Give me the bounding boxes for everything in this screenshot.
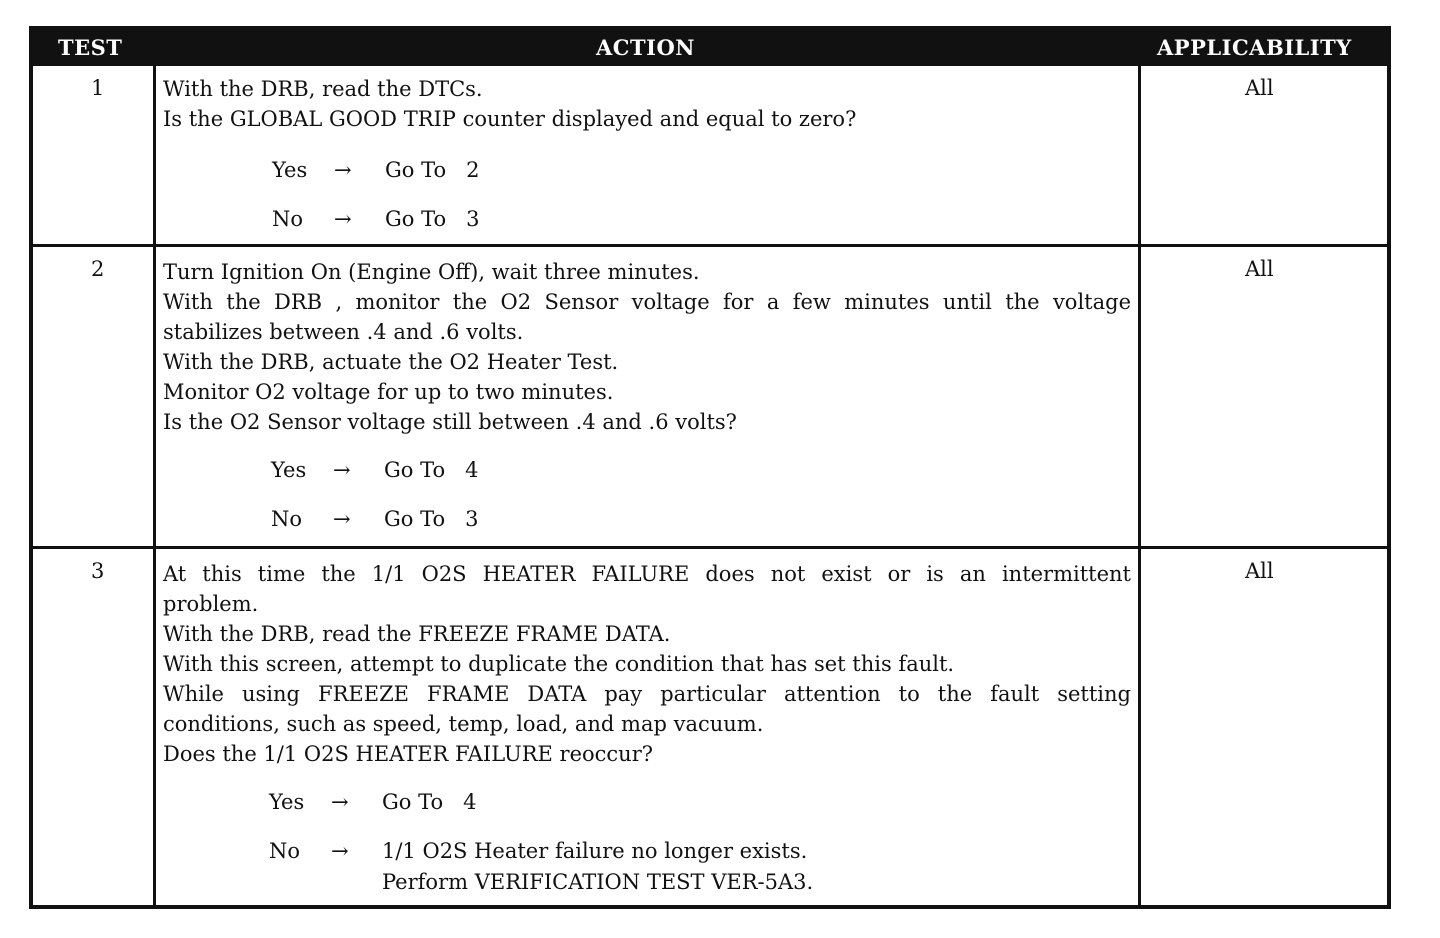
action-line: Turn Ignition On (Engine Off), wait three minutes.: [163, 260, 700, 284]
action-text: [163, 257, 1131, 437]
right-arrow-icon: →: [331, 790, 349, 814]
right-arrow-icon: →: [333, 458, 351, 482]
no-label: No: [272, 207, 304, 231]
right-arrow-icon: →: [334, 207, 352, 231]
applicability-value: All: [1245, 76, 1274, 100]
action-line: With the DRB , monitor the O2 Sensor voltage for a few minutes until the voltage: [163, 290, 1131, 314]
table-row-test-3: [33, 549, 1387, 905]
action-text: [163, 74, 1131, 134]
table-row-test-1: [33, 66, 1387, 247]
action-line: With this screen, attempt to duplicate the condition that has set this fault.: [163, 652, 955, 676]
no-action: Go To 3: [384, 507, 479, 531]
right-arrow-icon: →: [331, 839, 349, 863]
action-line: Is the O2 Sensor voltage still between .4 and .6 volts?: [163, 410, 737, 434]
no-action: 1/1 O2S Heater failure no longer exists.: [382, 839, 808, 863]
action-line: With the DRB, actuate the O2 Heater Test.: [163, 350, 619, 374]
yes-label: Yes: [272, 158, 308, 182]
yes-label: Yes: [269, 790, 305, 814]
header-test: TEST: [58, 35, 123, 60]
test-number: 3: [91, 559, 105, 583]
yes-label: Yes: [271, 458, 307, 482]
action-line: stabilizes between .4 and .6 volts.: [163, 320, 524, 344]
test-number: 1: [91, 76, 105, 100]
applicability-value: All: [1245, 559, 1274, 583]
yes-action: Go To 4: [382, 790, 477, 814]
header-action: ACTION: [596, 35, 695, 60]
action-line: Monitor O2 voltage for up to two minutes.: [163, 380, 614, 404]
action-line: Does the 1/1 O2S HEATER FAILURE reoccur?: [163, 742, 653, 766]
applicability-value: All: [1245, 257, 1274, 281]
diagnostic-test-table: [29, 26, 1391, 909]
action-line: With the DRB, read the FREEZE FRAME DATA.: [163, 622, 671, 646]
yes-action: Go To 4: [384, 458, 479, 482]
action-line: conditions, such as speed, temp, load, and map vacuum.: [163, 712, 764, 736]
table-row-test-2: [33, 247, 1387, 549]
action-line: With the DRB, read the DTCs.: [163, 77, 483, 101]
table-header: [33, 30, 1387, 66]
action-line: Is the GLOBAL GOOD TRIP counter displayed and equal to zero?: [163, 107, 857, 131]
right-arrow-icon: →: [334, 158, 352, 182]
header-applicability: APPLICABILITY: [1157, 35, 1352, 60]
action-line: While using FREEZE FRAME DATA pay particular attention to the fault setting: [163, 682, 1131, 706]
no-action-verification: Perform VERIFICATION TEST VER-5A3.: [382, 870, 814, 894]
no-label: No: [269, 839, 301, 863]
no-action: Go To 3: [385, 207, 480, 231]
action-line: problem.: [163, 592, 259, 616]
yes-action: Go To 2: [385, 158, 480, 182]
action-text: [163, 559, 1131, 769]
right-arrow-icon: →: [333, 507, 351, 531]
action-line: At this time the 1/1 O2S HEATER FAILURE does not exist or is an intermittent: [163, 562, 1131, 586]
no-label: No: [271, 507, 303, 531]
test-number: 2: [91, 257, 105, 281]
